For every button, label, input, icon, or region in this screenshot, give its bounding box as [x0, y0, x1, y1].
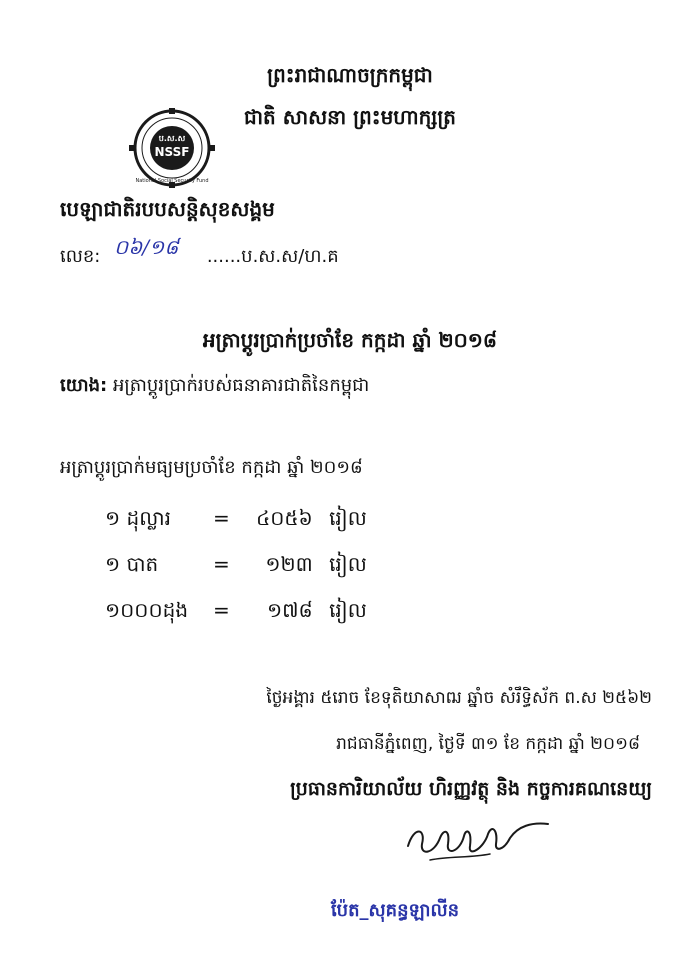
rate-equals: = — [212, 552, 230, 576]
rate-row — [105, 551, 367, 581]
rate-currency: ១ ដុល្លារ — [105, 506, 171, 530]
document-number-suffix: ......ប.ស.ស/ហ.គ — [206, 246, 339, 267]
rate-unit: រៀល — [329, 552, 367, 576]
rate-value: ១៧៨ — [267, 598, 313, 622]
rate-equals: = — [212, 598, 230, 622]
document-number-handwritten: ០៦/១៨ — [114, 235, 179, 259]
lunar-date: ថ្ងៃអង្គារ ៥រោច ខែទុតិយាសាឍ ឆ្នាំច សំរឹទ្ធិស័ក ព.ស ២៥៦២ — [266, 688, 652, 708]
reference — [60, 373, 369, 400]
document-number-prefix: លេខ: — [60, 246, 101, 267]
rate-equals: = — [212, 506, 230, 530]
page-title: អត្រាប្តូរប្រាក់ប្រចាំខែ កក្កដា ឆ្នាំ ២០១៨ — [202, 328, 498, 352]
logo-ring-text: National Social Security Fund — [135, 178, 209, 184]
rate-row — [105, 597, 367, 627]
signatory-position: ប្រធានការិយាល័យ ហិរញ្ញវត្ថុ និង កច្ចការគណនេយ្យ — [290, 778, 652, 800]
rate-value: ៤០៥៦ — [256, 506, 313, 530]
signature — [400, 808, 560, 878]
handwritten-signature-icon — [400, 808, 560, 878]
logo-acronym: NSSF — [154, 145, 190, 159]
logo-khmer-abbrev: ប.ស.ស — [158, 134, 186, 143]
nssf-seal-icon — [118, 108, 226, 188]
rate-unit: រៀល — [329, 598, 367, 622]
place-and-date: រាជធានីភ្នំពេញ, ថ្ងៃទី ៣១ ខែ កក្កដា ឆ្នាំ ២០១៨ — [336, 734, 640, 754]
national-motto: ជាតិ សាសនា ព្រះមហាក្សត្រ — [244, 105, 456, 129]
nssf-logo — [118, 108, 226, 188]
rate-row — [105, 505, 367, 535]
reference-label: យោង: — [60, 375, 108, 396]
rates-heading: អត្រាប្តូរប្រាក់មធ្យមប្រចាំខែ កក្កដា ឆ្នាំ ២០១៨ — [60, 457, 363, 478]
organization-name: បេឡាជាតិរបបសន្តិសុខសង្គម — [60, 197, 275, 221]
document-number — [60, 235, 339, 271]
rate-unit: រៀល — [329, 506, 367, 530]
rate-currency: ១០០០ដុង — [105, 598, 189, 622]
rate-currency: ១ បាត — [105, 552, 159, 576]
rate-value: ១២៣ — [265, 552, 313, 576]
reference-text: អត្រាប្តូរប្រាក់របស់ធនាគារជាតិនៃកម្ពុជា — [112, 375, 370, 396]
signatory-name: ប៉ែត_សុគន្ធឡាលីន — [330, 900, 460, 921]
kingdom-heading: ព្រះរាជាណាចក្រកម្ពុជា — [267, 63, 433, 87]
